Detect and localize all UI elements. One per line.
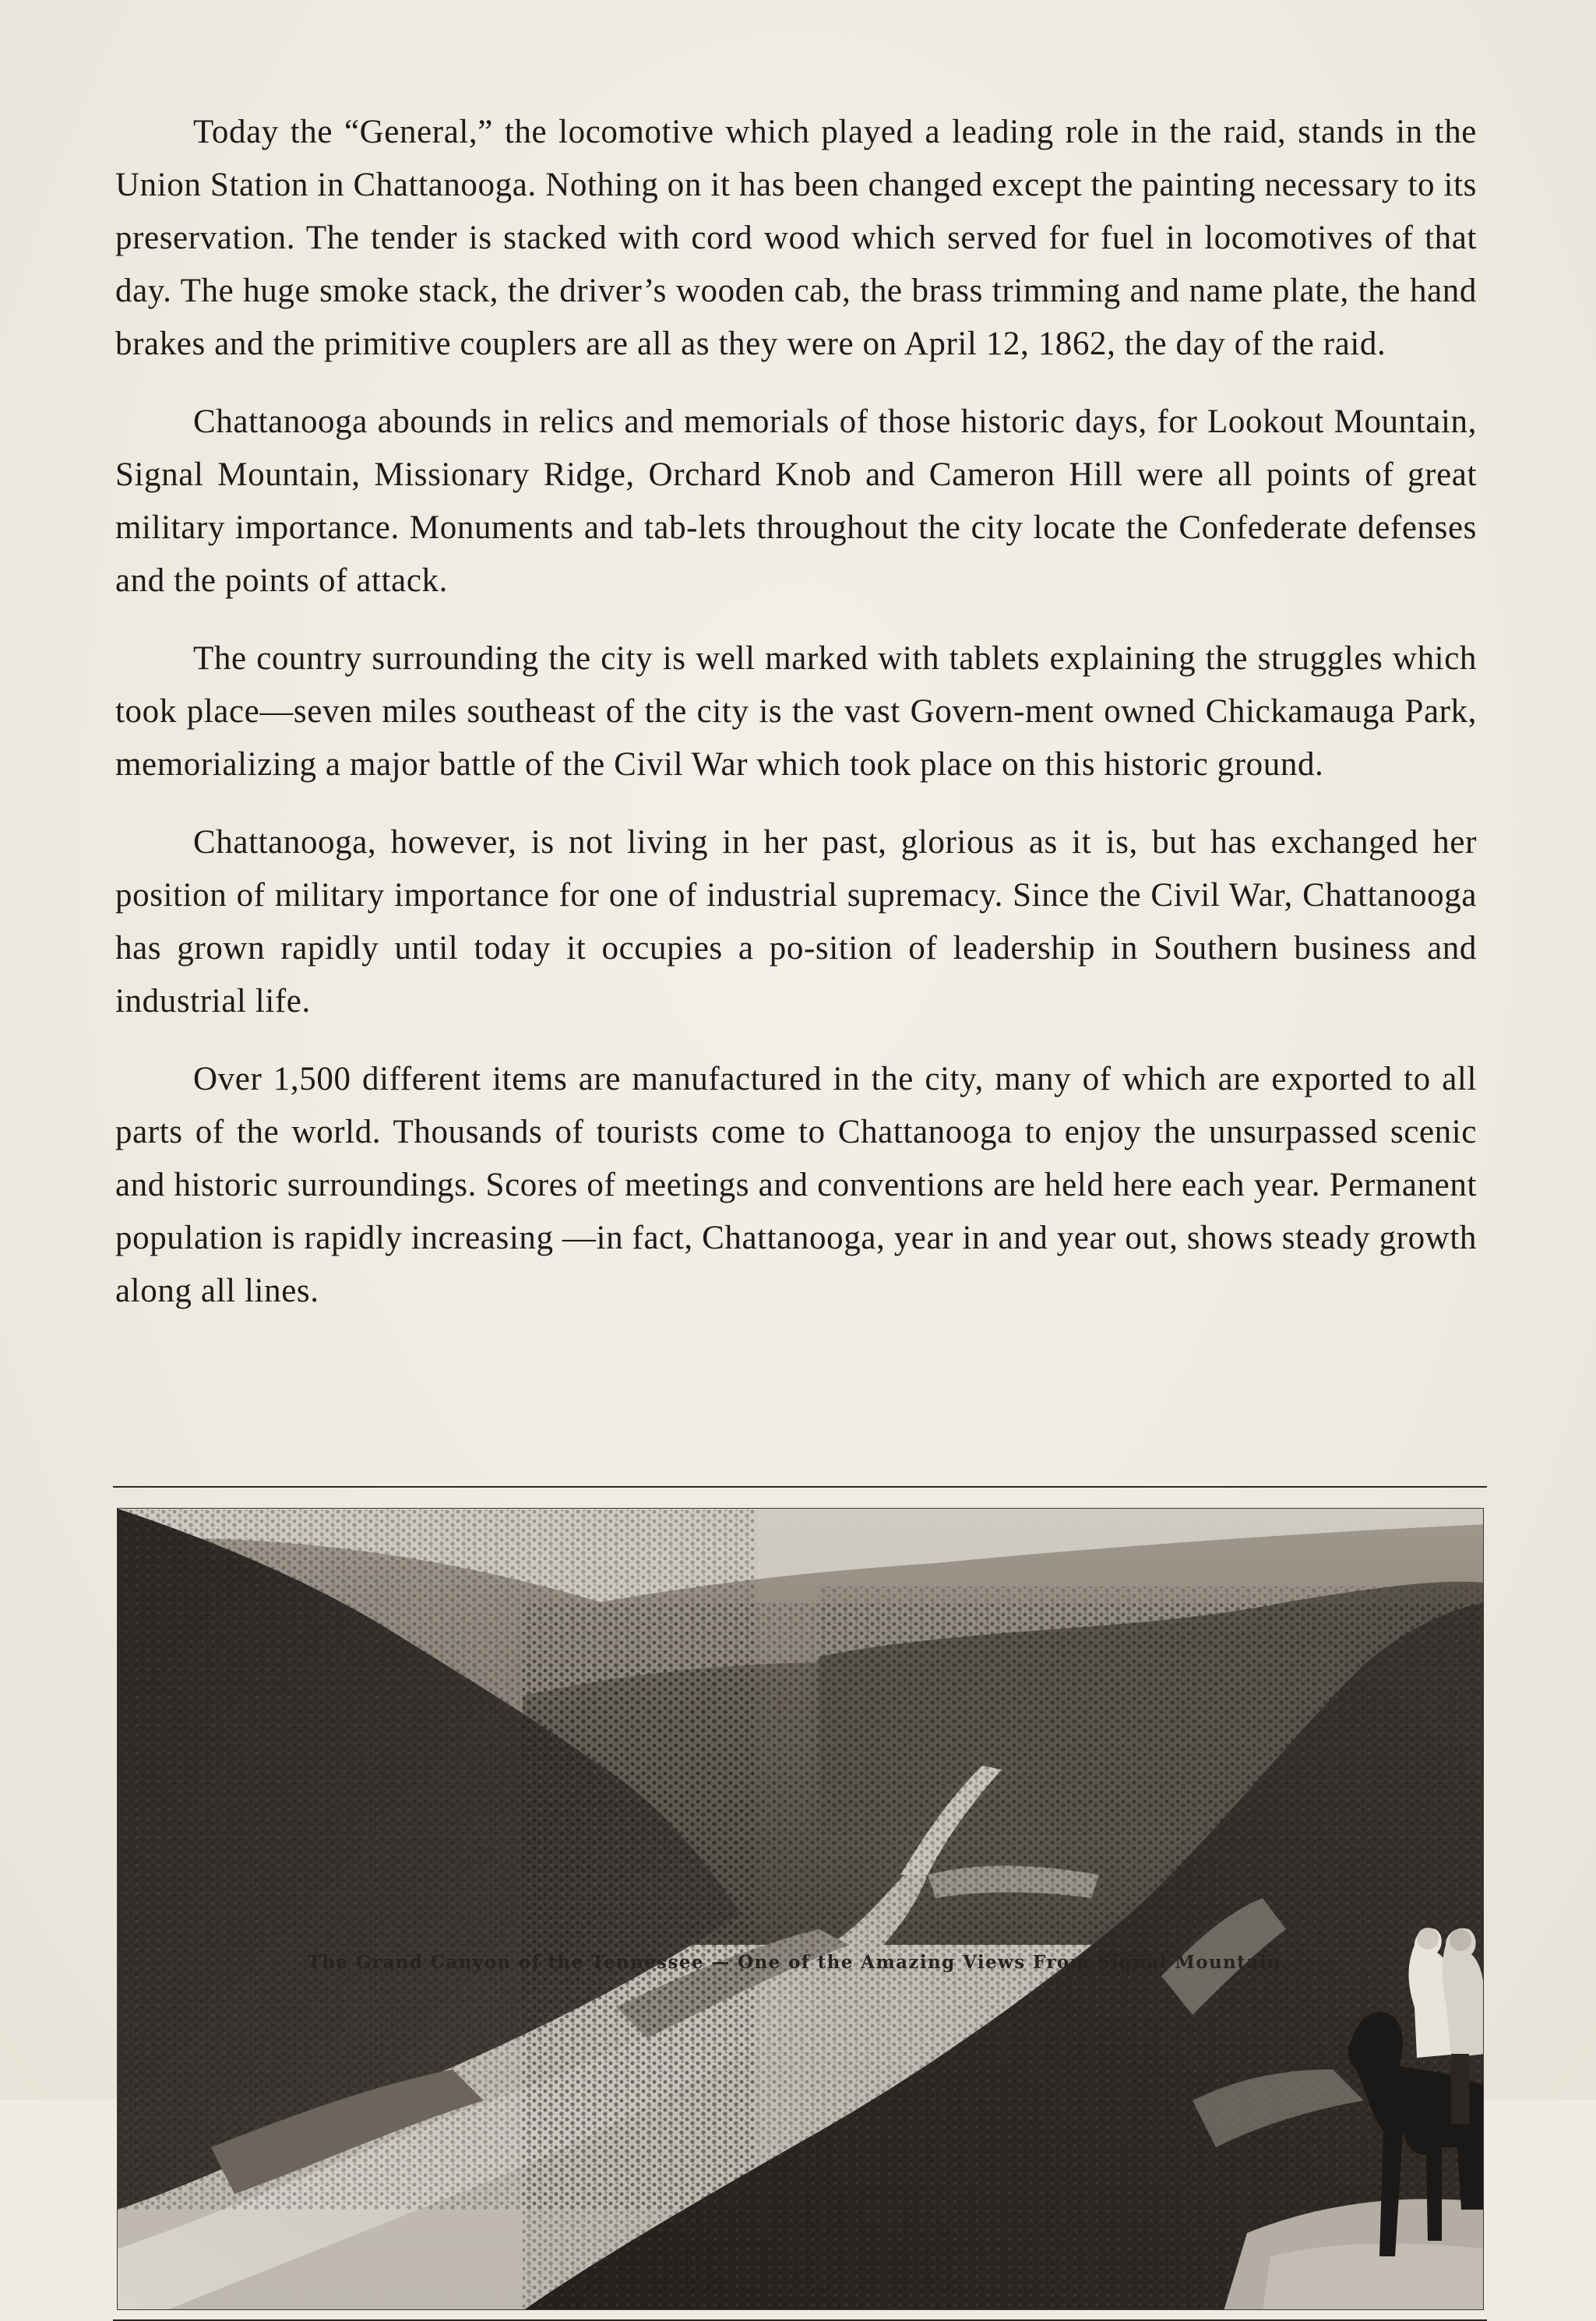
paragraph-industrial-supremacy: Chattanooga, however, is not living in her past, glorious as it is, but has exchanged her position of military importance for one of industrial supremacy. Since the Civil War, Chattanooga has grown rapidly until today it occupies a po-sition of leadership in Southern business and industrial life. xyxy=(115,824,1477,1020)
paragraph-chickamauga-park: The country surrounding the city is well marked with tablets explaining the struggles which took place—seven miles southeast of the city is the vast Govern-ment owned Chickamauga Park, memorializing a major battle of the Civil War which took place on this historic ground. xyxy=(115,640,1477,783)
paragraph-general-locomotive: Today the “General,” the locomotive which played a leading role in the raid, stands in the Union Station in Chattanooga. Nothing on it has been changed except the painting necessary to its preservation. The tender is stacked with cord wood which served for fuel in locomotives of that day. The huge smoke stack, the driver’s wooden cab, the brass trimming and name plate, the hand brakes and the primitive couplers are all as they were on April 12, 1862, the day of the raid. xyxy=(115,114,1477,362)
article-body xyxy=(115,106,1477,1343)
grand-canyon-photo xyxy=(117,1508,1484,2310)
paragraph-manufacturing-growth: Over 1,500 different items are manufactured in the city, many of which are exported to all parts of the world. Thousands of tourists come to Chattanooga to enjoy the unsurpassed scenic and historic surroundings. Scores of meetings and conventions are held here each year. Permanent population is rapidly increasing —in fact, Chattanooga, year in and year out, shows steady growth along all lines. xyxy=(115,1061,1477,1309)
paragraph-relics-memorials: Chattanooga abounds in relics and memorials of those historic days, for Lookout Mountain, Signal Mountain, Missionary Ridge, Orchard Knob and Cameron Hill were all points of great military importance. Monuments and tab-lets throughout the city locate the Confederate defenses and the points of attack. xyxy=(115,403,1477,599)
photo-caption: The Grand Canyon of the Tennessee — One of the Amazing Views From Signal Mountain. xyxy=(307,1952,1289,1973)
